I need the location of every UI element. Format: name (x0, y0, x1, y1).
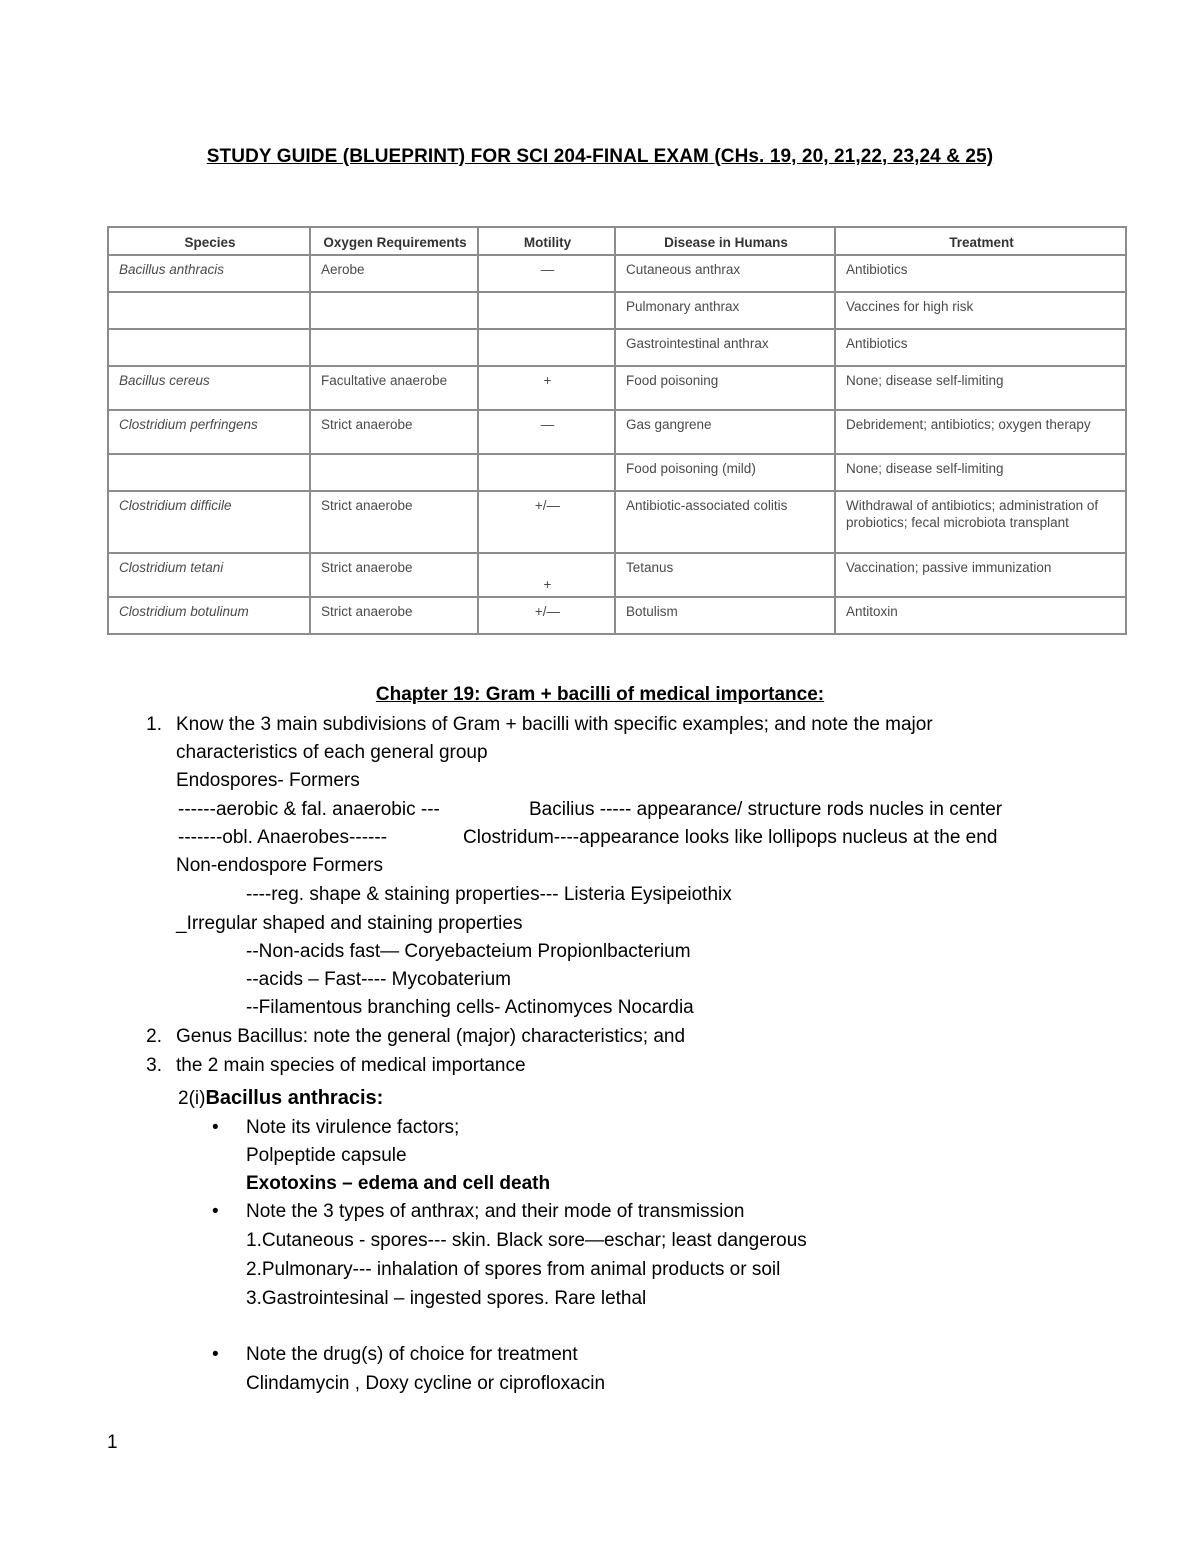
treatment-cell: Vaccines for high risk (835, 292, 1126, 329)
bullet-detail: 3.Gastrointesinal – ingested spores. Rare lethal (246, 1288, 647, 1309)
page-number: 1 (107, 1432, 118, 1453)
table-row (108, 491, 1126, 553)
table-row (108, 292, 1126, 329)
note-line: -------obl. Anaerobes------ (178, 827, 388, 848)
table-row (108, 410, 1126, 454)
note-line: ------aerobic & fal. anaerobic --- (178, 799, 440, 820)
list-item: Know the 3 main subdivisions of Gram + bacilli with specific examples; and note the major (176, 714, 933, 735)
header-oxygen-requirements: Oxygen Requirements (310, 227, 478, 255)
species-table (107, 226, 1127, 635)
treatment-cell: None; disease self-limiting (835, 366, 1126, 410)
bullet-detail: 1.Cutaneous - spores--- skin. Black sore—eschar; least dangerous (246, 1230, 807, 1251)
disease-cell: Cutaneous anthrax (615, 255, 835, 292)
oxygen-cell: Strict anaerobe (310, 553, 478, 597)
species-cell: Clostridium tetani (108, 553, 310, 597)
bullet-detail: Polpeptide capsule (246, 1145, 407, 1166)
motility-cell: +/— (478, 597, 615, 634)
table-header-row (108, 227, 1126, 255)
bullet-detail: 2.Pulmonary--- inhalation of spores from animal products or soil (246, 1259, 781, 1280)
list-item: the 2 main species of medical importance (176, 1055, 526, 1076)
motility-cell: +/— (478, 491, 615, 553)
oxygen-cell (310, 329, 478, 366)
note-line: _Irregular shaped and staining properties (176, 913, 523, 934)
bullet-icon: • (212, 1344, 219, 1365)
note-line: ----reg. shape & staining properties--- Listeria Eysipeiothix (246, 884, 732, 905)
table-row (108, 255, 1126, 292)
endospores-heading: Endospores- Formers (176, 770, 360, 791)
bullet-icon: • (212, 1117, 219, 1138)
species-cell: Clostridium perfringens (108, 410, 310, 454)
motility-cell: — (478, 255, 615, 292)
oxygen-cell: Strict anaerobe (310, 491, 478, 553)
treatment-cell: Vaccination; passive immunization (835, 553, 1126, 597)
bullet-detail: Exotoxins – edema and cell death (246, 1173, 551, 1194)
table-row (108, 553, 1126, 597)
motility-cell (478, 292, 615, 329)
disease-cell: Antibiotic-associated colitis (615, 491, 835, 553)
table-row (108, 454, 1126, 491)
table-row (108, 329, 1126, 366)
disease-cell: Pulmonary anthrax (615, 292, 835, 329)
treatment-cell: Debridement; antibiotics; oxygen therapy (835, 410, 1126, 454)
oxygen-cell: Strict anaerobe (310, 410, 478, 454)
oxygen-cell (310, 292, 478, 329)
bullet-item: Note its virulence factors; (246, 1117, 460, 1138)
oxygen-cell: Aerobe (310, 255, 478, 292)
document-title: STUDY GUIDE (BLUEPRINT) FOR SCI 204-FINAL EXAM (CHs. 19, 20, 21,22, 23,24 & 25) (206, 146, 994, 167)
chapter-heading: Chapter 19: Gram + bacilli of medical importance: (375, 684, 825, 705)
treatment-cell: Antibiotics (835, 329, 1126, 366)
species-cell (108, 292, 310, 329)
motility-cell: + (478, 553, 615, 597)
bullet-item: Note the 3 types of anthrax; and their mode of transmission (246, 1201, 745, 1222)
disease-cell: Gastrointestinal anthrax (615, 329, 835, 366)
treatment-cell: Antibiotics (835, 255, 1126, 292)
subsection-title: Bacillus anthracis: (205, 1087, 384, 1109)
oxygen-cell: Strict anaerobe (310, 597, 478, 634)
species-cell (108, 454, 310, 491)
note-line: Bacilius ----- appearance/ structure rods nucles in center (529, 799, 1003, 820)
disease-cell: Tetanus (615, 553, 835, 597)
list-item: Genus Bacillus: note the general (major) characteristics; and (176, 1026, 686, 1047)
treatment-cell: Antitoxin (835, 597, 1126, 634)
table-row (108, 366, 1126, 410)
motility-cell: + (478, 366, 615, 410)
disease-cell: Botulism (615, 597, 835, 634)
bullet-item: Note the drug(s) of choice for treatment (246, 1344, 578, 1365)
oxygen-cell: Facultative anaerobe (310, 366, 478, 410)
header-motility: Motility (478, 227, 615, 255)
note-line: --Non-acids fast— Coryebacteium Propionlbacterium (246, 941, 691, 962)
subsection-heading (178, 1087, 383, 1110)
note-line: --acids – Fast---- Mycobaterium (246, 969, 511, 990)
disease-cell: Food poisoning (615, 366, 835, 410)
species-cell: Bacillus anthracis (108, 255, 310, 292)
header-disease: Disease in Humans (615, 227, 835, 255)
motility-cell: — (478, 410, 615, 454)
list-number: 1. (146, 714, 162, 735)
species-cell: Bacillus cereus (108, 366, 310, 410)
note-line: Clostridum----appearance looks like lollipops nucleus at the end (463, 827, 998, 848)
motility-cell (478, 454, 615, 491)
header-treatment: Treatment (835, 227, 1126, 255)
list-item-continuation: characteristics of each general group (176, 742, 488, 763)
treatment-cell: Withdrawal of antibiotics; administration of probiotics; fecal microbiota transplant (835, 491, 1126, 553)
disease-cell: Gas gangrene (615, 410, 835, 454)
subsection-prefix: 2(i) (178, 1088, 206, 1109)
list-number: 3. (146, 1055, 162, 1076)
non-endospore-heading: Non-endospore Formers (176, 855, 383, 876)
disease-cell: Food poisoning (mild) (615, 454, 835, 491)
bullet-icon: • (212, 1201, 219, 1222)
header-species: Species (108, 227, 310, 255)
species-cell (108, 329, 310, 366)
motility-cell (478, 329, 615, 366)
treatment-cell: None; disease self-limiting (835, 454, 1126, 491)
table-row (108, 597, 1126, 634)
oxygen-cell (310, 454, 478, 491)
list-number: 2. (146, 1026, 162, 1047)
note-line: --Filamentous branching cells- Actinomyces Nocardia (246, 997, 694, 1018)
species-cell: Clostridium botulinum (108, 597, 310, 634)
species-cell: Clostridium difficile (108, 491, 310, 553)
bullet-detail: Clindamycin , Doxy cycline or ciprofloxacin (246, 1373, 606, 1394)
